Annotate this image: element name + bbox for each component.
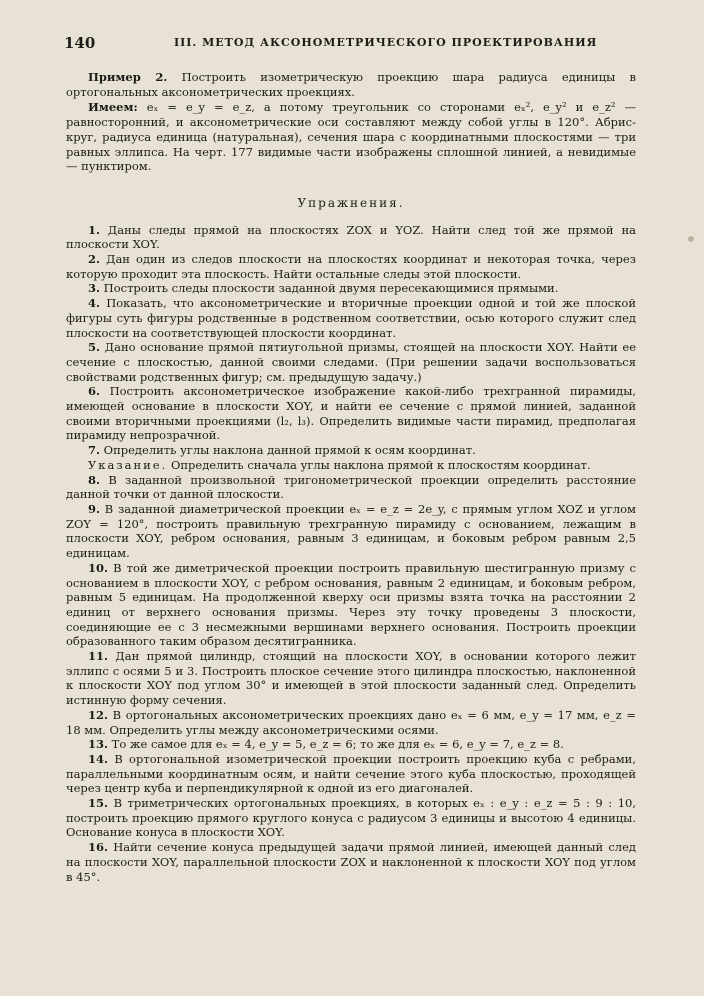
hint-text: Определить сначала углы наклона прямой к плоскостям координат. (170, 457, 591, 472)
exercise-number: 12. (88, 707, 109, 722)
exercise-number: 2. (88, 252, 101, 267)
paper-stain (688, 236, 694, 242)
hint-label: Указание. (88, 457, 168, 472)
exercise-list (66, 223, 636, 885)
exercise-number: 1. (88, 222, 101, 237)
exercise-text: То же самое для eₓ = 4, e_y = 5, e_z = 6; то же для eₓ = 6, e_y = 7, e_z = 8. (111, 737, 564, 752)
exercise-text: Построить аксонометрическое изображение какой-либо трехгранной пирамиды, имеющей основание в плоскости XOY, и найти ее сечение с прямой линией, заданной своими вторичными проекциями (l₂, l₃). Определить видимые части пирамид, предполагая пирамиду непрозрачной. (66, 384, 637, 443)
exercise-14 (66, 752, 636, 796)
exercise-7 (66, 443, 636, 458)
exercise-6 (66, 384, 636, 443)
exercise-text: Дан прямой цилиндр, стоящий на плоскости XOY, в основании которого лежит эллипс с осями 5 и 3. Построить плоское сечение этого цилиндра плоскостью, наклоненной к плоскости XOY под углом 30° и имеющей в этой плоскости заданный след. Определить истинную форму сечения. (66, 649, 637, 708)
exercise-number: 15. (88, 796, 109, 811)
exercise-2 (66, 252, 636, 281)
exercise-8 (66, 473, 636, 502)
exercise-number: 11. (88, 649, 109, 664)
exercise-number: 16. (88, 840, 109, 855)
exercise-text: Найти сечение конуса предыдущей задачи прямой линией, имеющей данный след на плоскости XOY, параллельной плоскости ZOX и наклоненной к плоскости XOY под углом в 45°. (66, 840, 637, 884)
exercise-text: Дано основание прямой пятиугольной призмы, стоящей на плоскости XOY. Найти ее сечение с плоскостью, данной своими следами. (При решении задачи воспользоваться свойствами родственных фигур; см. предыдущую задачу.) (66, 340, 636, 384)
exercise-number: 6. (88, 384, 101, 399)
exercises-heading: Упражнения. (297, 195, 405, 210)
exercise-12 (66, 708, 636, 737)
body-text (66, 70, 636, 884)
exercise-10 (66, 561, 636, 649)
exercise-text: Показать, что аксонометрические и вторичные проекции одной и той же плоской фигуры суть фигуры родственные в родственном соответствии, осью которого служит след плоскости на соответствующей плоскости координат. (66, 296, 637, 340)
exercise-number: 3. (88, 281, 101, 296)
exercise-number: 7. (88, 443, 101, 458)
page-number: 140 (64, 34, 96, 52)
exercise-number: 5. (88, 340, 101, 355)
exercise-number: 4. (88, 296, 101, 311)
given-text: eₓ = e_y = e_z, а потому треугольник со сторонами eₓ², e_y² и e_z² — равносторонний, и аксонометрические оси составляют между собой углы в 120°. Абрис-круг, радиуса единица (натуральная), сечения шара с координатными плоскостями — три равных эллипса. На черт. 177 видимые части изображены сплошной линией, а невидимые — пунктиром. (66, 100, 636, 174)
exercise-16 (66, 840, 636, 884)
exercise-text: В заданной диаметрической проекции eₓ = e_z = 2e_y, с прямым углом XOZ и углом ZOY = 120°, построить правильную трехгранную пирамиду с основанием, лежащим в плоскости XOY, ребром основания, равным 3 единицам, и боковым ребром равным 2,5 единицам. (66, 501, 636, 561)
exercise-9 (66, 502, 636, 561)
exercise-text: В ортогональной изометрической проекции построить проекцию куба с ребрами, параллельными координатным осям, и найти сечение этого куба плоскостью, проходящей через центр куба и перпендикулярной к одной из его диагоналей. (66, 751, 636, 796)
example-paragraph (66, 70, 636, 99)
exercise-5 (66, 340, 636, 384)
exercise-number: 8. (88, 472, 101, 487)
exercise-number: 14. (88, 751, 109, 766)
exercise-number: 13. (88, 737, 109, 752)
exercise-number: 9. (88, 501, 101, 516)
exercise-1 (66, 223, 636, 252)
exercise-7-hint (66, 458, 636, 473)
exercise-number: 10. (88, 560, 109, 575)
exercise-13 (66, 737, 636, 752)
page-header (64, 34, 644, 54)
exercise-text: В той же диметрической проекции построить правильную шестигранную призму с основанием в плоскости XOY, с ребром основания, равным 2 единицам, и боковым ребром, равным 5 единицам. На продолженной кверху оси призмы взята точка на расстоянии 2 единиц от верхнего основания призмы. Через эту точку проведены 3 плоскости, соединяющие ее с 3 несмежными вершинами верхнего основания. Построить проекции образованного таким образом десятигранника. (66, 560, 636, 649)
exercise-15 (66, 796, 636, 840)
exercise-4 (66, 296, 636, 340)
exercise-text: В заданной произвольной тригонометрической проекции определить расстояние данной точки от данной плоскости. (66, 472, 636, 502)
exercise-3 (66, 281, 636, 296)
running-head: III. МЕТОД АКСОНОМЕТРИЧЕСКОГО ПРОЕКТИРОВАНИЯ (174, 36, 598, 49)
exercise-text: В триметрических ортогональных проекциях, в которых eₓ : e_y : e_z = 5 : 9 : 10, построить проекцию прямого круглого конуса с радиусом 3 единицы и высотою 4 единицы. Основание конуса в плоскости XOY. (66, 796, 636, 840)
exercise-text: Дан один из следов плоскости на плоскостях координат и некоторая точка, через которую проходит эта плоскость. Найти остальные следы этой плоскости. (66, 252, 636, 281)
exercise-text: Даны следы прямой на плоскостях ZOX и YOZ. Найти след той же прямой на плоскости XOY. (66, 222, 636, 252)
example-label: Пример 2. (88, 70, 168, 84)
exercise-text: Построить следы плоскости заданной двумя пересекающимися прямыми. (103, 281, 559, 296)
exercise-text: В ортогональных аксонометрических проекциях дано eₓ = 6 мм, e_y = 17 мм, e_z = 18 мм. Определить углы между аксонометрическими осями. (66, 707, 636, 737)
given-label: Имеем: (88, 100, 138, 115)
given-paragraph (66, 100, 636, 174)
exercise-11 (66, 649, 636, 708)
exercise-text: Определить углы наклона данной прямой к осям координат. (103, 443, 476, 458)
example-text: Построить изометрическую проекцию шара радиуса единицы в ортогональных аксонометрических проекциях. (66, 70, 636, 99)
